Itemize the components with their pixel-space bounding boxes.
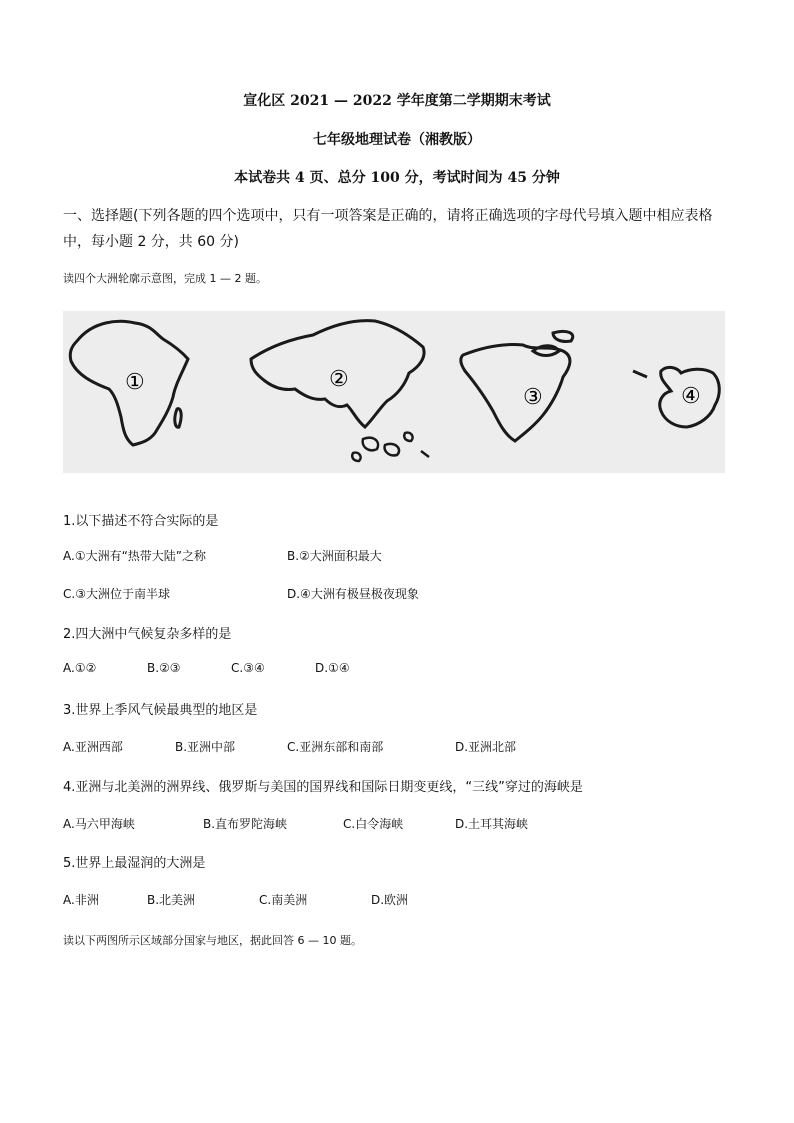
reading-prompt-1: 读四个大洲轮廓示意图，完成 1 — 2 题。: [63, 272, 267, 285]
question-1-option-c[interactable]: C.③大洲位于南半球: [63, 587, 170, 601]
question-1-stem: 1.以下描述不符合实际的是: [63, 514, 219, 529]
question-1-option-a[interactable]: A.①大洲有“热带大陆”之称: [63, 549, 207, 563]
question-3-stem: 3.世界上季风气候最典型的地区是: [63, 703, 258, 718]
question-3-option-b[interactable]: B.亚洲中部: [175, 740, 236, 754]
question-3-option-c[interactable]: C.亚洲东部和南部: [287, 740, 384, 754]
question-2-option-b[interactable]: B.②③: [147, 661, 181, 675]
question-2-option-a[interactable]: A.①②: [63, 661, 97, 675]
question-2-option-d[interactable]: D.①④: [315, 661, 350, 675]
continent-outline-map: [63, 311, 725, 473]
asia-islands: [352, 433, 429, 461]
question-5-option-d[interactable]: D.欧洲: [371, 893, 409, 907]
question-4-option-c[interactable]: C.白令海峡: [343, 817, 404, 831]
question-5-option-c[interactable]: C.南美洲: [259, 893, 308, 907]
question-1-option-b[interactable]: B.②大洲面积最大: [287, 549, 382, 563]
question-4-stem: 4.亚洲与北美洲的洲界线、俄罗斯与美国的国界线和国际日期变更线，“三线”穿过的海峡是: [63, 780, 583, 795]
question-3-option-d[interactable]: D.亚洲北部: [455, 740, 517, 754]
question-4-option-d[interactable]: D.土耳其海峡: [455, 817, 529, 831]
question-5-stem: 5.世界上最湿润的大洲是: [63, 856, 206, 871]
continent-outline-svg: [63, 311, 725, 473]
question-5-option-a[interactable]: A.非洲: [63, 893, 99, 907]
continent-label-4: ④: [681, 384, 701, 409]
question-1-option-d[interactable]: D.④大洲有极昼极夜现象: [287, 587, 419, 601]
north-america-outline: [461, 331, 573, 441]
antarctica-outline: [633, 367, 719, 427]
continent-label-3: ③: [523, 385, 543, 410]
question-4-option-b[interactable]: B.直布罗陀海峡: [203, 817, 288, 831]
question-2-stem: 2.四大洲中气候复杂多样的是: [63, 627, 232, 642]
question-3-option-a[interactable]: A.亚洲西部: [63, 740, 123, 754]
question-4-option-a[interactable]: A.马六甲海峡: [63, 817, 135, 831]
continent-label-2: ②: [329, 367, 349, 392]
reading-prompt-2: 读以下两图所示区域部分国家与地区，据此回答 6 — 10 题。: [63, 934, 362, 947]
question-5-option-b[interactable]: B.北美洲: [147, 893, 196, 907]
exam-subtitle: 七年级地理试卷（湘教版）: [313, 132, 481, 148]
section-instructions: 一、选择题(下列各题的四个选项中，只有一项答案是正确的，请将正确选项的字母代号填入题中相应表格中，每小题 2 分，共 60 分): [63, 208, 713, 250]
question-2-option-c[interactable]: C.③④: [231, 661, 265, 675]
exam-title: 宣化区 2021 — 2022 学年度第二学期期末考试: [243, 93, 551, 109]
exam-info: 本试卷共 4 页、总分 100 分，考试时间为 45 分钟: [234, 170, 560, 186]
continent-label-1: ①: [125, 370, 145, 395]
